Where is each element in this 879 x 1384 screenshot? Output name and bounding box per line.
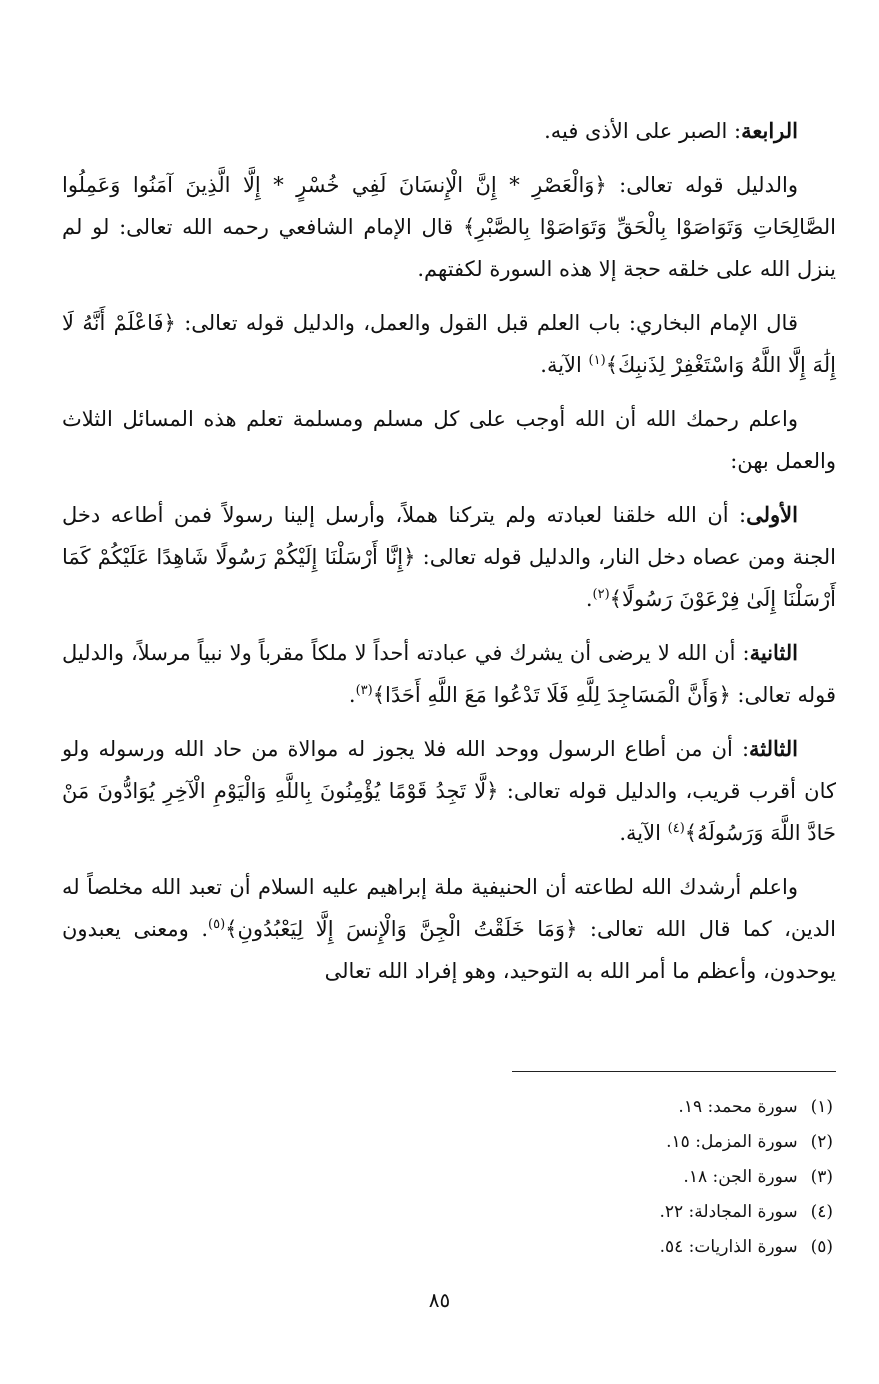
paragraph-fourth [62, 110, 836, 152]
footnote-text: سورة محمد: ١٩. [678, 1097, 798, 1117]
quran-verse: ﴿إِنَّا أَرْسَلْنَا إِلَيْكُمْ رَسُولًا شَاهِدًا عَلَيْكُمْ كَمَا أَرْسَلْنَا إِلَىٰ فِرْعَوْنَ رَسُولًا﴾ [62, 545, 836, 611]
paragraph-asr-evidence [62, 164, 836, 290]
footnote-ref: (١) [588, 353, 606, 368]
paragraph-text: واعلم أرشدك الله لطاعته أن الحنيفية ملة إبراهيم عليه السلام أن تعبد الله مخلصاً له الدين، كما قال الله تعالى: [62, 875, 836, 941]
paragraph-lead: الثانية [749, 640, 798, 665]
quran-verse: ﴿فَاعْلَمْ أَنَّهُ لَا إِلَٰهَ إِلَّا اللَّهُ وَاسْتَغْفِرْ لِذَنبِكَ﴾ [62, 311, 836, 377]
paragraph-hanifiyya [62, 866, 836, 992]
paragraph-text-after: . [348, 683, 356, 707]
footnote-item [503, 1160, 833, 1195]
paragraph-lead: الثالثة [749, 736, 798, 761]
paragraph-first [62, 494, 836, 620]
paragraph-three-issues [62, 398, 836, 482]
page-number: ٨٥ [428, 1288, 451, 1312]
paragraph-second [62, 632, 836, 716]
footnote-text: سورة المزمل: ١٥. [666, 1132, 798, 1152]
paragraph-lead: الأولى [746, 502, 798, 527]
paragraph-text: : أن الله لا يرضى أن يشرك في عبادته أحداً لا ملكاً مقرباً ولا نبياً مرسلاً، والدليل قوله تعالى: [62, 641, 836, 707]
footnote-item [503, 1195, 833, 1230]
paragraph-text: : أن الله خلقنا لعبادته ولم يتركنا هملاً، وأرسل إلينا رسولاً فمن أطاعه دخل الجنة ومن عصاه دخل النار، والدليل قوله تعالى: [62, 503, 836, 569]
quran-verse: ﴿وَمَا خَلَقْتُ الْجِنَّ وَالْإِنسَ إِلَّا لِيَعْبُدُونِ﴾ [225, 917, 578, 941]
paragraph-text-after: . ومعنى يعبدون يوحدون، وأعظم ما أمر الله به التوحيد، وهو إفراد الله تعالى [62, 917, 836, 983]
paragraph-lead: الرابعة [741, 118, 798, 143]
paragraph-third [62, 728, 836, 854]
paragraph-text: واعلم رحمك الله أن الله أوجب على كل مسلم ومسلمة تعلم هذه المسائل الثلاث والعمل بهن: [62, 407, 836, 473]
paragraph-text: والدليل قوله تعالى: [606, 173, 798, 197]
quran-verse: ﴿لَّا تَجِدُ قَوْمًا يُؤْمِنُونَ بِاللَّهِ وَالْيَوْمِ الْآخِرِ يُوَادُّونَ مَنْ حَادَّ اللَّهَ وَرَسُولَهُ﴾ [62, 779, 836, 845]
paragraph-text-after: . [585, 587, 593, 611]
footnote-text: سورة الجن: ١٨. [683, 1167, 798, 1187]
footnote-ref: (٢) [592, 587, 610, 602]
footnote-ref: (٣) [355, 683, 373, 698]
footnote-item [503, 1230, 833, 1265]
paragraph-text: : أن من أطاع الرسول ووحد الله فلا يجوز له موالاة من حاد الله ورسوله ولو كان أقرب قريب، والدليل قوله تعالى: [62, 737, 836, 803]
footnote-number: (٤) [810, 1202, 833, 1222]
quran-verse: ﴿وَأَنَّ الْمَسَاجِدَ لِلَّهِ فَلَا تَدْعُوا مَعَ اللَّهِ أَحَدًا﴾ [372, 683, 731, 707]
paragraph-text-after: قال الإمام الشافعي رحمه الله تعالى: لو لم ينزل الله على خلقه حجة إلا هذه السورة لكفتهم. [62, 215, 836, 281]
footnotes-list [503, 1090, 833, 1265]
paragraph-text-after: الآية. [540, 353, 589, 377]
paragraph-text-after: الآية. [619, 821, 668, 845]
footnote-separator [512, 1071, 836, 1072]
footnote-item [503, 1125, 833, 1160]
footnote-number: (٢) [810, 1132, 833, 1152]
main-text [62, 110, 836, 1004]
footnote-text: سورة المجادلة: ٢٢. [659, 1202, 798, 1222]
quran-verse: ﴿وَالْعَصْرِ * إِنَّ الْإِنسَانَ لَفِي خُسْرٍ * إِلَّا الَّذِينَ آمَنُوا وَعَمِلُوا الصَّالِحَاتِ وَتَوَاصَوْا بِالْحَقِّ وَتَوَاصَوْا بِالصَّبْرِ﴾ [62, 173, 836, 239]
paragraph-text: : الصبر على الأذى فيه. [544, 119, 742, 143]
footnote-text: سورة الذاريات: ٥٤. [659, 1237, 798, 1257]
footnote-ref: (٤) [667, 821, 685, 836]
footnote-number: (٣) [810, 1167, 833, 1187]
paragraph-text: قال الإمام البخاري: باب العلم قبل القول والعمل، والدليل قوله تعالى: [175, 311, 798, 335]
paragraph-bukhari [62, 302, 836, 386]
footnote-number: (١) [810, 1097, 833, 1117]
footnote-item [503, 1090, 833, 1125]
footnote-number: (٥) [810, 1237, 833, 1257]
footnote-ref: (٥) [208, 917, 226, 932]
